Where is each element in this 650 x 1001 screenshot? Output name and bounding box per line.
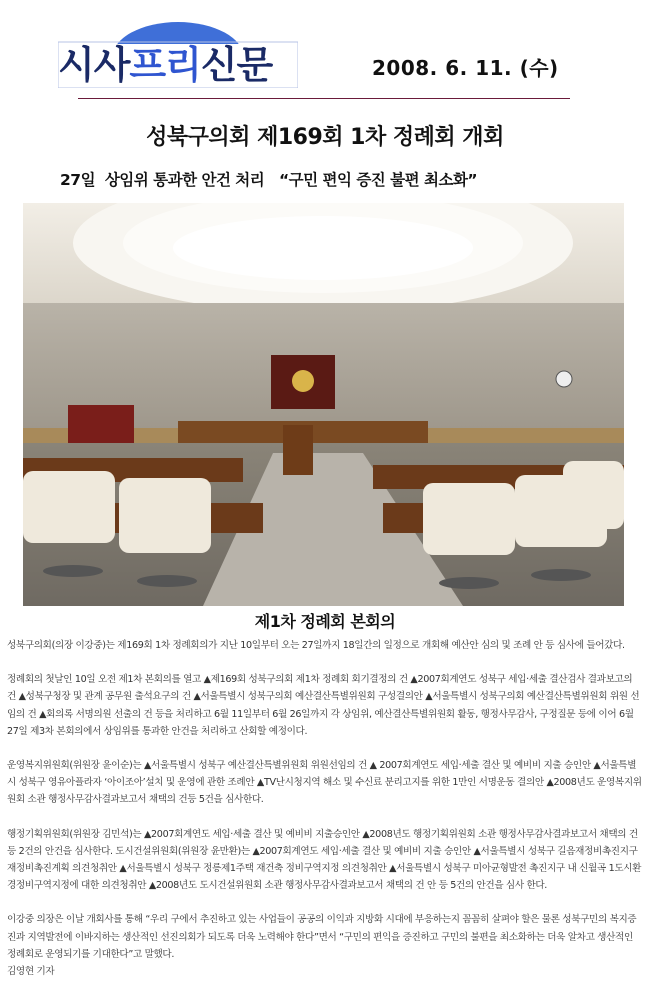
logo-part-1: 시사 xyxy=(58,43,130,87)
article-body xyxy=(7,637,643,980)
article-paragraph: 행정기획위원회(위원장 김민석)는 ▲2007회계연도 세입·세출 결산 및 예비비 지출승인안 ▲2008년도 행정기획위원회 소관 행정사무감사결과보고서 채택의 건등 2건의 안건을 심사한다. 도시건설위원회(위원장 윤만환)는 ▲2007회계연도 세입·세출 결산 및 예비비 지출 승인안 ▲서울특별시 성북구 길음재정비촉진지구재정비촉진계획 의견청취안 ▲서울특별시 성북구 정릉제1주택 재건축 정비구역지정 의견청취안 ▲서울특별시 성북구 미아균형발전 촉진지구 내 신월곡 1도시환경정비구역지정에 대한 의견청취안 ▲2008년도 도시건설위원회 소관 행정사무감사결과보고서 채택의 건 안 등 5건의 안건을 심사 한다. xyxy=(7,828,642,892)
logo-wordmark xyxy=(58,42,298,88)
chamber-illustration xyxy=(23,203,624,606)
article-paragraph: 성북구의회(의장 이강중)는 제169회 1차 정례회의가 지난 10일부터 오는 27일까지 18일간의 일정으로 개회해 예산안 심의 및 조례 안 등 심사에 들어갔다. xyxy=(7,640,625,651)
council-chamber-photo xyxy=(23,203,624,606)
logo-part-3: 신문 xyxy=(200,43,273,87)
photo-caption: 제1차 정례회 본회의 xyxy=(254,612,396,631)
article-paragraph: 운영복지위원회(위원장 윤이순)는 ▲서울특별시 성북구 예산결산특별위원회 위원선임의 건 ▲ 2007회계연도 세입·세출 결산 및 예비비 지출 승인안 ▲서울특별시 성북구 영유아플라자 ‘아이조아’설치 및 운영에 관한 조례안 ▲TV난시청지역 해소 및 수신료 분리고지를 위한 1만인 서명운동 결의안 ▲2008년도 운영복지위원회 소관 행정사무감사결과보고서 채택의 건등 5건을 심사한다. xyxy=(7,760,642,806)
article-paragraph: 이강중 의장은 이날 개회사를 통해 “우리 구에서 추진하고 있는 사업들이 공공의 이익과 지방화 시대에 부응하는지 꼼꼼히 살펴야 할은 물론 성북구민의 복지증진과 지역발전에 이바지하는 생산적인 선진의회가 되도록 더욱 노력해야 한다”면서 “구민의 편익을 증진하고 구민의 불편을 최소화하는 더욱 알차고 생산적인 정례회로 운영되기를 기대한다”고 말했다. xyxy=(7,914,637,960)
masthead-divider xyxy=(78,98,570,99)
masthead xyxy=(0,0,650,110)
subheadline: 27일 상임위 통과한 안건 처리 “구민 편익 증진 불편 최소화” xyxy=(60,171,478,189)
logo-part-2: 프리 xyxy=(129,43,201,87)
headline: 성북구의회 제169회 1차 정례회 개회 xyxy=(146,125,504,150)
newspaper-logo xyxy=(58,20,298,88)
issue-date: 2008. 6. 11. (수) xyxy=(372,56,559,80)
byline: 김영현 기자 xyxy=(7,966,55,978)
article-paragraph: 정례회의 첫날인 10일 오전 제1차 본회의를 열고 ▲제169회 성북구의회 제1차 정례회 회기결정의 건 ▲2007회계연도 성북구 세입·세출 결산검사 결과보고의 건 ▲성북구청장 및 관계 공무원 출석요구의 건 ▲서울특별시 성북구의회 예산결산특별위원회 구성결의안 ▲서울특별시 성북구의회 예산결산특별위원회 위원 선임의 건 ▲회의록 서명의원 선출의 건 등을 처리하고 6월 11일부터 6월 26일까지 각 상임위, 예산결산특별위원회 활동, 행정사무감사, 구정질문 등에 이어 6월 27일 제3차 본회의에서 상임위를 통과한 안건을 처리하고 산회할 예정이다. xyxy=(7,674,640,737)
